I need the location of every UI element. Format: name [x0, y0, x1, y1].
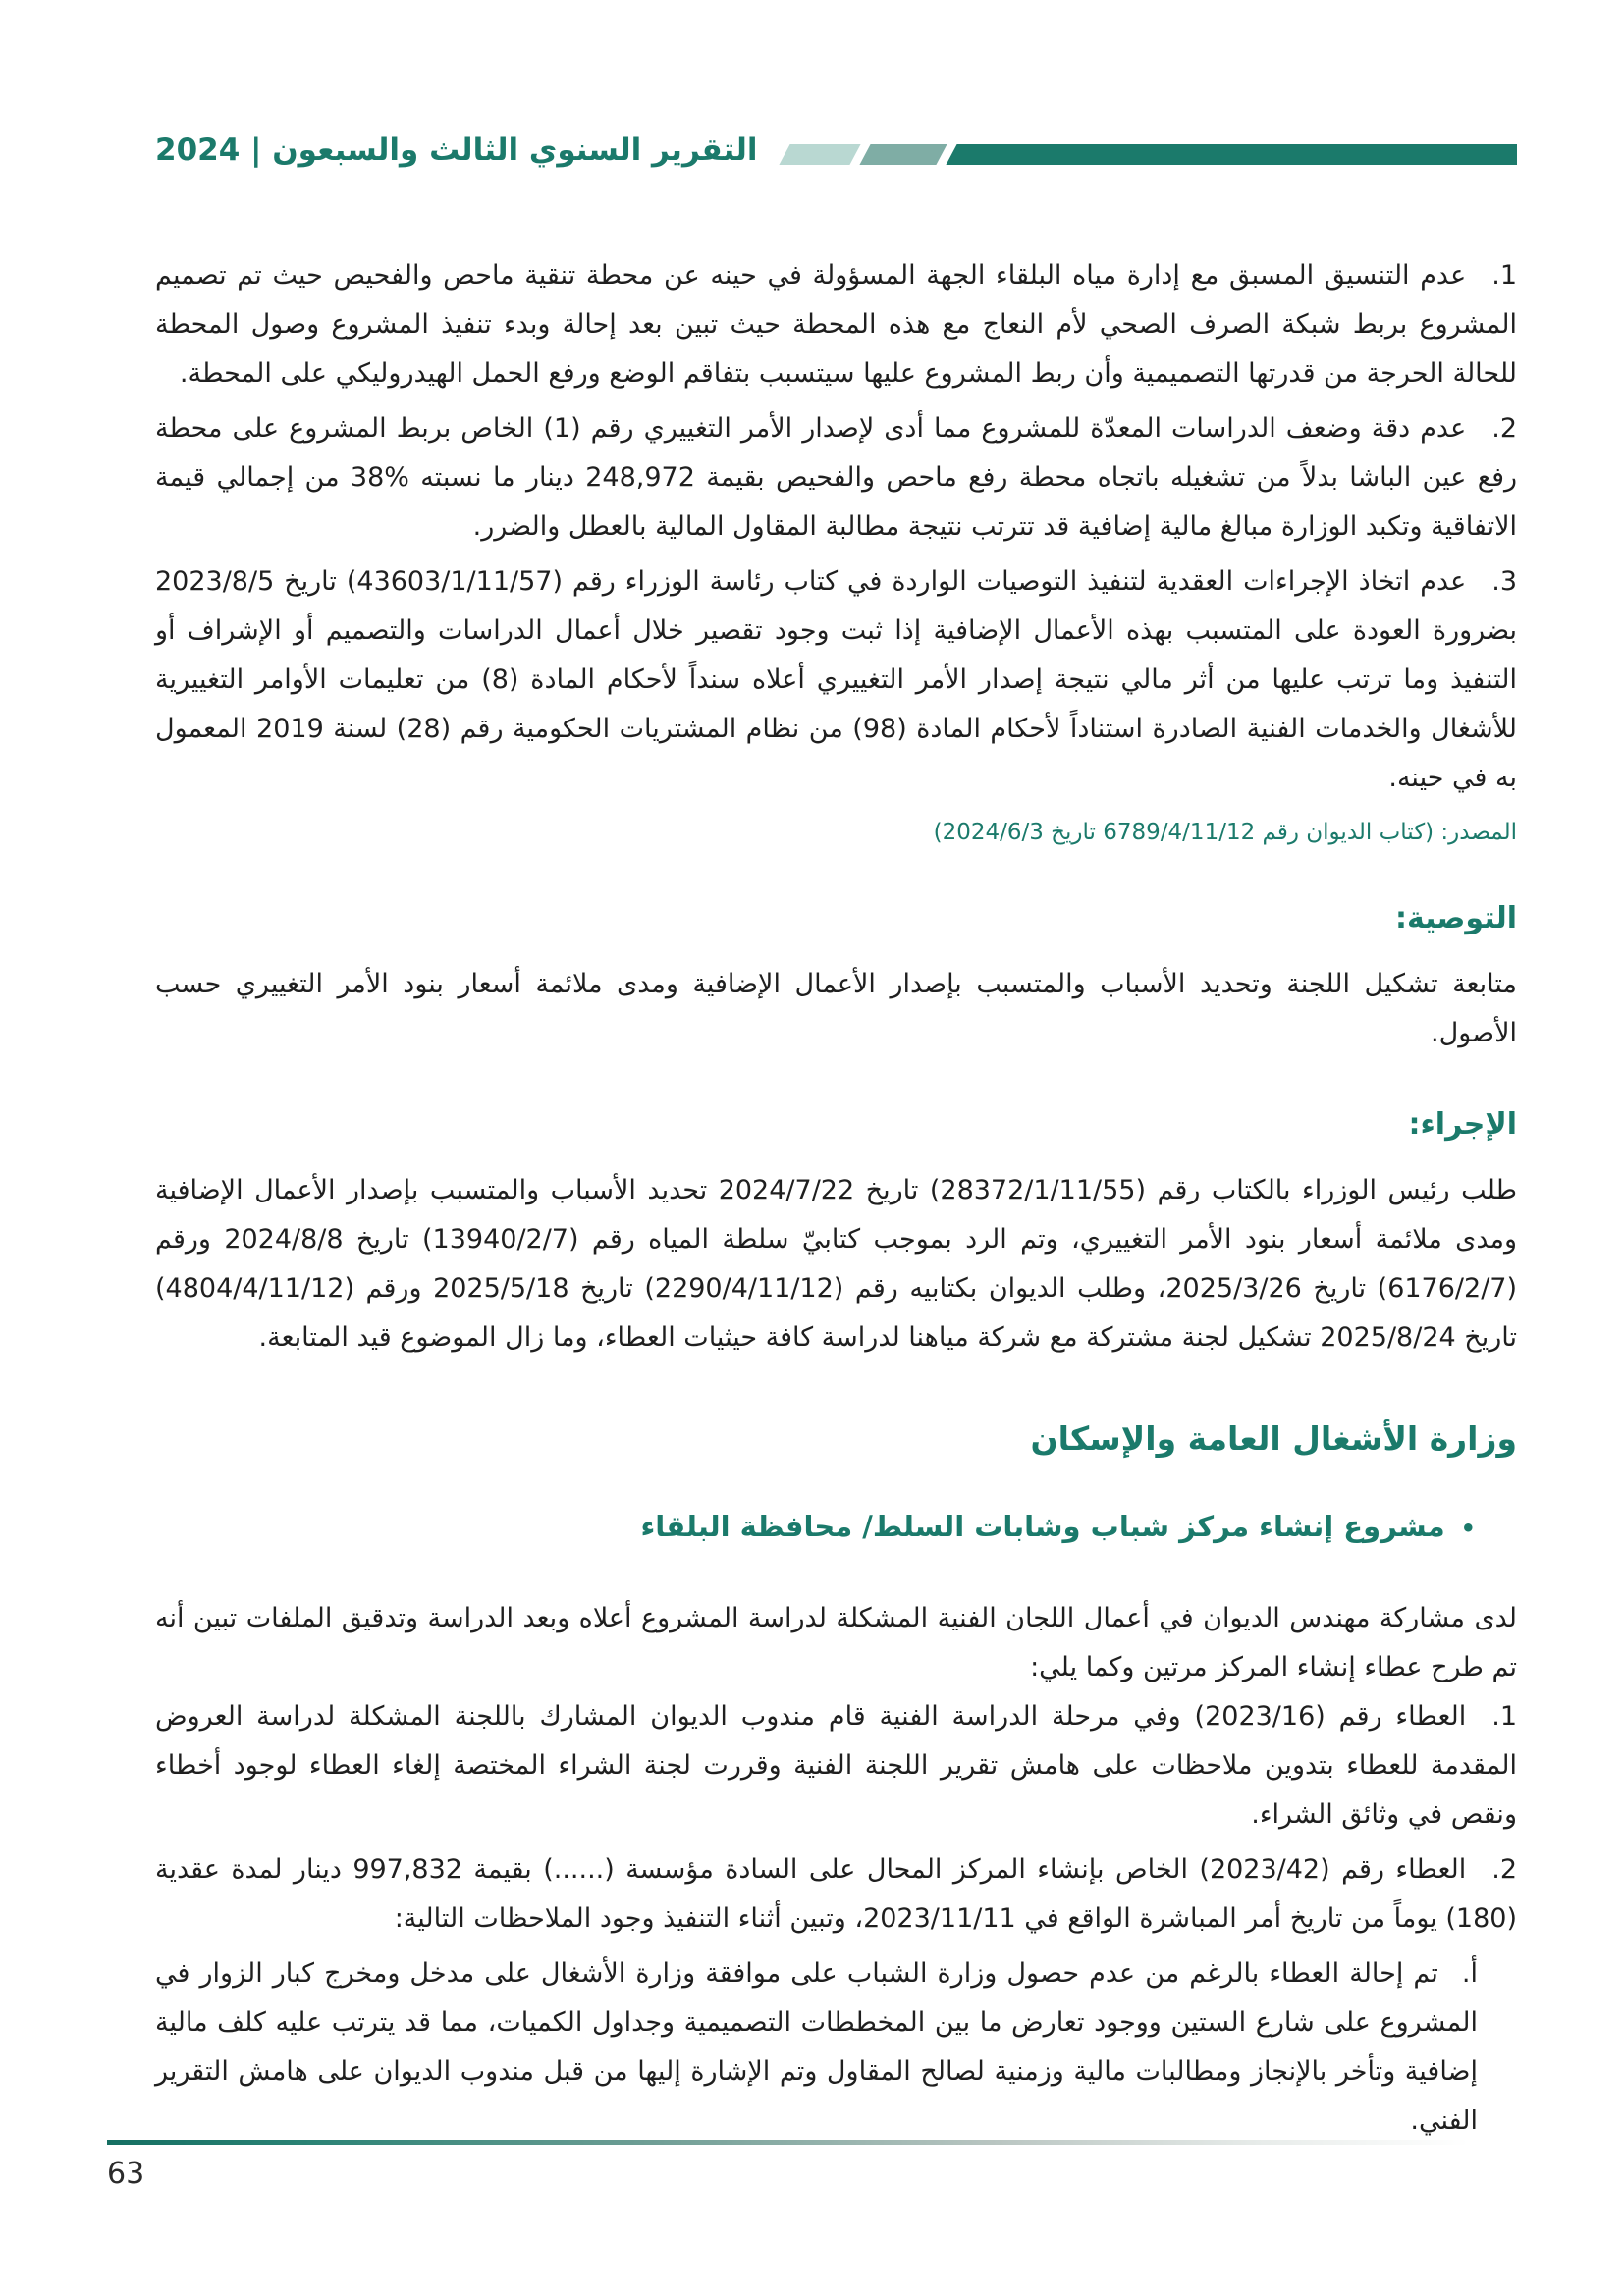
recommendation-text: متابعة تشكيل اللجنة وتحديد الأسباب والمتسبب بإصدار الأعمال الإضافية ومدى ملائمة أسعار بنود الأمر التغييري حسب الأصول.	[155, 969, 1517, 1048]
page-content	[0, 126, 1624, 2146]
tender-text: العطاء رقم (2023/16) وفي مرحلة الدراسة الفنية قام مندوب الديوان المشارك باللجنة المشكلة لدراسة العروض المقدمة للعطاء بتدوين ملاحظات على هامش تقرير اللجنة الفنية وقررت لجنة الشراء المختصة إلغاء العطاء لوجود أخطاء ونقص في وثائق الشراء.	[155, 1701, 1517, 1830]
band-segment-dark	[947, 144, 1517, 165]
observation-text: تم إحالة العطاء بالرغم من عدم حصول وزارة الشباب على موافقة وزارة الأشغال على مدخل ومخرج كبار الزوار في المشروع على شارع الستين ووجود تعارض ما بين المخططات التصميمية وجداول الكميات، مما قد يترتب عليه كلف مالية إضافية وتأخر بالإنجاز ومطالبات مالية وزمنية لصالح المقاول وتم الإشارة إليها من قبل مندوب الديوان على هامش التقرير الفني.	[155, 1958, 1478, 2136]
finding-item	[155, 558, 1517, 803]
list-marker: 3.	[1491, 566, 1518, 597]
list-marker: أ.	[1461, 1958, 1478, 1989]
header-decoration-band	[771, 144, 1517, 165]
tenders-list	[155, 1692, 1517, 2146]
page-header	[155, 126, 1517, 175]
report-title: التقرير السنوي الثالث والسبعون | 2024	[155, 133, 758, 168]
list-marker: 2.	[1491, 1854, 1518, 1885]
list-marker: 2.	[1491, 413, 1517, 444]
procedure-text: طلب رئيس الوزراء بالكتاب رقم (28372/1/11/55) تاريخ 2024/7/22 تحديد الأسباب والمتسبب بإصدار الأعمال الإضافية ومدى ملائمة أسعار بنود الأمر التغييري، وتم الرد بموجب كتابيّ سلطة المياه رقم (13940/2/7) تاريخ 2024/8/8 ورقم (6176/2/7) تاريخ 2025/3/26، وطلب الديوان بكتابيه رقم (2290/4/11/12) تاريخ 2025/5/18 ورقم (4804/4/11/12) تاريخ 2025/8/24 تشكيل لجنة مشتركة مع شركة مياهنا لدراسة كافة حيثيات العطاء، وما زال الموضوع قيد المتابعة.	[155, 1175, 1518, 1353]
band-segment-medium	[860, 144, 947, 165]
source-reference: المصدر: (كتاب الديوان رقم 6789/4/11/12 تاريخ 2024/6/3)	[933, 820, 1517, 845]
findings-list	[155, 251, 1517, 803]
project-title	[155, 1504, 1476, 1551]
procedure-heading: الإجراء:	[1408, 1107, 1517, 1142]
finding-item	[155, 251, 1517, 399]
bullet-icon: •	[1460, 1515, 1476, 1542]
band-segment-light	[780, 144, 861, 165]
tender-item	[155, 1692, 1517, 1840]
page-number: 63	[107, 2157, 145, 2191]
ministry-section-title: وزارة الأشغال العامة والإسكان	[1030, 1419, 1517, 1458]
recommendation-heading: التوصية:	[1394, 901, 1517, 935]
project-title-text: مشروع إنشاء مركز شباب وشابات السلط/ محافظة البلقاء	[640, 1510, 1445, 1543]
finding-text: عدم التنسيق المسبق مع إدارة مياه البلقاء الجهة المسؤولة في حينه عن محطة تنقية ماحص والفحيص حيث تم تصميم المشروع بربط شبكة الصرف الصحي لأم النعاج مع هذه المحطة حيث تبين بعد إحالة وبدء تنفيذ المشروع وصول المحطة للحالة الحرجة من قدرتها التصميمية وأن ربط المشروع عليها سيتسبب بتفاقم الوضع ورفع الحمل الهيدروليكي على المحطة.	[155, 260, 1517, 389]
project-intro: لدى مشاركة مهندس الديوان في أعمال اللجان الفنية المشكلة لدراسة المشروع أعلاه وبعد الدراسة وتدقيق الملفات تبين أنه تم طرح عطاء إنشاء المركز مرتين وكما يلي:	[155, 1603, 1517, 1682]
tender-item	[155, 1845, 1517, 1944]
finding-item	[155, 404, 1517, 552]
footer-divider	[107, 2140, 1469, 2145]
finding-text: عدم اتخاذ الإجراءات العقدية لتنفيذ التوصيات الواردة في كتاب رئاسة الوزراء رقم (43603/1/11/57) تاريخ 2023/8/5 بضرورة العودة على المتسبب بهذه الأعمال الإضافية إذا ثبت وجود تقصير خلال أعمال الدراسات والتصميم أو الإشراف أو التنفيذ وما ترتب عليها من أثر مالي نتيجة إصدار الأمر التغييري أعلاه سنداً لأحكام المادة (8) من تعليمات الأوامر التغييرية للأشغال والخدمات الفنية الصادرة استناداً لأحكام المادة (98) من نظام المشتريات الحكومية رقم (28) لسنة 2019 المعمول به في حينه.	[155, 566, 1518, 793]
list-marker: 1.	[1491, 260, 1517, 291]
tender-text: العطاء رقم (2023/42) الخاص بإنشاء المركز المحال على السادة مؤسسة (......) بقيمة 997,832 دينار لمدة عقدية (180) يوماً من تاريخ أمر المباشرة الواقع في 2023/11/11، وتبين أثناء التنفيذ وجود الملاحظات التالية:	[155, 1854, 1517, 1934]
observation-item	[155, 1949, 1478, 2146]
finding-text: عدم دقة وضعف الدراسات المعدّة للمشروع مما أدى لإصدار الأمر التغييري رقم (1) الخاص بربط المشروع على محطة رفع عين الباشا بدلاً من تشغيله باتجاه محطة رفع ماحص والفحيص بقيمة 248,972 دينار ما نسبته %38 من إجمالي قيمة الاتفاقية وتكبد الوزارة مبالغ مالية إضافية قد تترتب نتيجة مطالبة المقاول المالية بالعطل والضرر.	[155, 413, 1518, 542]
page-footer	[107, 2140, 1469, 2191]
list-marker: 1.	[1491, 1701, 1518, 1732]
